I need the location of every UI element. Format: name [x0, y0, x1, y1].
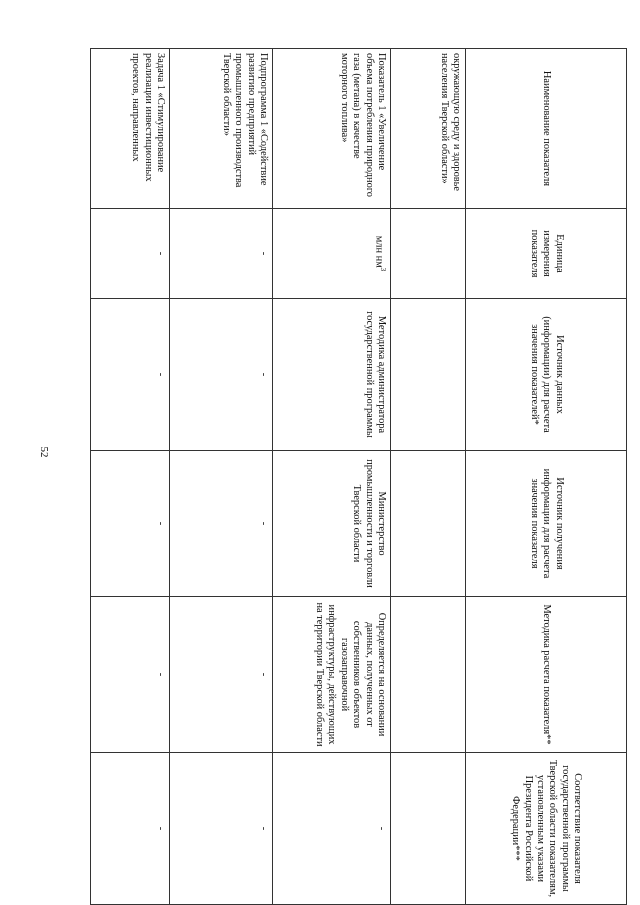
header-compliance: Соответствие показателя государственной программы Тверской области показателям, установленным указами Президента Российской Федерации*** — [466, 753, 627, 905]
header-unit: Единица измерения показателя — [466, 209, 627, 299]
cell-unit: - — [91, 209, 170, 299]
cell-method: Определяется на основании данных, полученных от собственников объектов газозаправочной инфраструктуры, действующих на территории Тверской области — [273, 597, 391, 753]
cell-compliance — [391, 753, 466, 905]
cell-info-source: - — [170, 451, 273, 597]
cell-name: Подпрограмма 1 «Содействие развитию предприятий промышленного производства Тверской области» — [170, 49, 273, 209]
table-header-row — [466, 49, 627, 905]
cell-compliance: - — [273, 753, 391, 905]
cell-method: - — [91, 597, 170, 753]
unit-superscript: 3 — [379, 267, 387, 272]
cell-compliance: - — [170, 753, 273, 905]
header-info-source: Источник получения информации для расчета значения показателя — [466, 451, 627, 597]
cell-unit — [273, 209, 391, 299]
header-data-source: Источник данных (информации) для расчета значения показателей* — [466, 299, 627, 451]
table-row — [273, 49, 391, 905]
rotated-table-page — [92, 48, 627, 904]
cell-method — [391, 597, 466, 753]
cell-name: окружающую среду и здоровье населения Тверской области» — [391, 49, 466, 209]
page-number: 52 — [38, 446, 50, 458]
cell-name: Показатель 1 «Увеличение объема потребления природного газа (метана) в качестве моторного топлива» — [273, 49, 391, 209]
cell-data-source — [391, 299, 466, 451]
cell-info-source: Министерство промышленности и торговли Тверской области — [273, 451, 391, 597]
cell-unit: - — [170, 209, 273, 299]
table-row — [91, 49, 170, 905]
cell-unit — [391, 209, 466, 299]
cell-data-source: Методика администратора государственной программы — [273, 299, 391, 451]
cell-data-source: - — [170, 299, 273, 451]
unit-text: млн нм — [373, 235, 385, 268]
cell-name: Задача 1 «Стимулирование реализации инвестиционных проектов, направленных — [91, 49, 170, 209]
indicators-table — [90, 48, 627, 905]
cell-method: - — [170, 597, 273, 753]
cell-compliance: - — [91, 753, 170, 905]
table-row — [170, 49, 273, 905]
cell-info-source — [391, 451, 466, 597]
header-indicator-name: Наименование показателя — [466, 49, 627, 209]
table-row — [391, 49, 466, 905]
header-method: Методика расчета показателя** — [466, 597, 627, 753]
cell-data-source: - — [91, 299, 170, 451]
cell-info-source: - — [91, 451, 170, 597]
